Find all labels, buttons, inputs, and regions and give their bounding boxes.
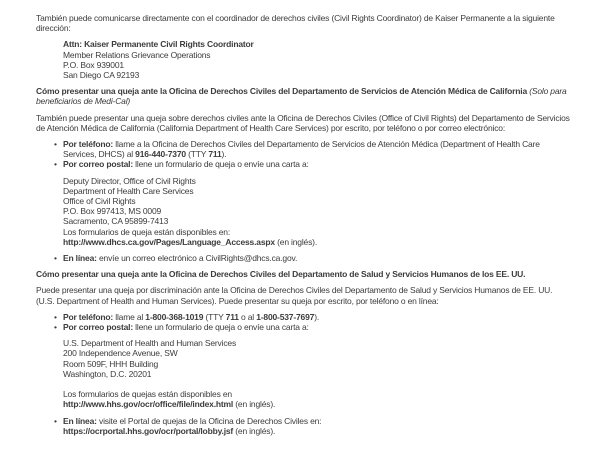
text-run: (en inglés).: [233, 425, 276, 436]
text-run: Puede presentar una queja por discriminación ante la Oficina de Derechos Civiles del Departamento de Salud y Servicios Humanos de EE. UU. (U.S. Department of Health and Human Services). Puede presentar su queja por escrito, por teléfono o en línea:: [36, 285, 553, 306]
text-run: En línea:: [63, 415, 97, 426]
address-line: [63, 176, 570, 186]
text-run: Member Relations Grievance Operations: [63, 49, 211, 60]
dhcs-section-heading: [36, 86, 570, 106]
dhcs-mailing-address: [63, 176, 570, 247]
text-run: visite el Portal de quejas de la Oficina de Derechos Civiles en:: [96, 415, 322, 426]
address-line: [63, 338, 570, 348]
url-text: CivilRights@dhcs.ca.gov: [205, 253, 295, 264]
address-line: [63, 196, 570, 206]
text-run: Cómo presentar una queja ante la Oficina de Derechos Civiles del Departamento de Servicios de Atención Médica de California: [36, 86, 530, 97]
text-run: 1-800-537-7697: [256, 311, 315, 322]
text-run: llene un formulario de queja o envíe una carta a:: [132, 322, 309, 333]
url-text: http://www.hhs.gov/ocr/office/file/index.html: [63, 399, 234, 410]
text-run: (en inglés).: [233, 399, 276, 410]
text-run: También puede comunicarse directamente con el coordinador de derechos civiles (Civil Rights Coordinator) de Kaiser Permanente a la siguiente dirección:: [36, 13, 555, 34]
address-line: [63, 369, 570, 379]
text-run: 711: [208, 149, 222, 160]
text-run: P.O. Box 997413, MS 0009: [63, 206, 162, 217]
text-run: U.S. Department of Health and Human Services: [63, 338, 237, 349]
text-run: Por teléfono:: [63, 139, 114, 150]
text-run: San Diego CA 92193: [63, 70, 140, 81]
address-line: [63, 39, 570, 49]
text-run: llene un formulario de queja o envíe una carta a:: [132, 159, 309, 170]
text-run: (en inglés).: [274, 236, 318, 247]
url-text: https://ocrportal.hhs.gov/ocr/portal/lobby.jsf: [63, 425, 234, 436]
text-run: Los formularios de quejas están disponibles en: [63, 389, 232, 400]
text-run: (TTY: [185, 149, 209, 160]
hhs-section-heading: [36, 269, 570, 279]
text-run: Cómo presentar una queja ante la Oficina de Derechos Civiles del Departamento de Salud y Servicios Humanos de los EE. UU.: [36, 269, 526, 280]
text-run: Sacramento, CA 95899-7413: [63, 216, 169, 227]
text-run: 200 Independence Avenue, SW: [63, 348, 178, 359]
address-line: [63, 348, 570, 358]
address-line: [63, 50, 570, 60]
text-run: .: [294, 253, 298, 264]
address-line: [63, 389, 570, 399]
address-line: [63, 379, 570, 389]
list-item: [63, 312, 570, 322]
dhcs-online-list: [36, 253, 570, 263]
address-line: [63, 227, 570, 237]
text-run: ).: [314, 311, 320, 322]
text-run: envíe un correo electrónico a: [96, 253, 206, 264]
text-run: llame a la Oficina de Derechos Civiles del Departamento de Servicios de Atención Médica (Department of Health Care Services, DHCS) al: [63, 139, 540, 160]
text-run: Por correo postal:: [63, 159, 133, 170]
text-run: Deputy Director, Office of Civil Rights: [63, 175, 196, 186]
intro-kaiser-paragraph: [36, 13, 570, 33]
text-run: Room 509F, HHH Building: [63, 358, 159, 369]
text-run: También puede presentar una queja sobre derechos civiles ante la Oficina de Derechos Civiles (Office of Civil Rights) del Departamento de Servicios de Atención Médica de California (California Department of Health Care Services) por escrito, por teléfono o por correo electrónico:: [36, 112, 570, 133]
text-run: Por correo postal:: [63, 322, 133, 333]
text-run: Los formularios de queja están disponibles en:: [63, 226, 231, 237]
text-run: Por teléfono:: [63, 311, 114, 322]
list-item: [63, 322, 570, 332]
list-item: [63, 139, 570, 159]
text-run: (TTY: [203, 311, 226, 322]
hhs-online-list: [36, 416, 570, 436]
hhs-contact-list: [36, 312, 570, 332]
address-line: [63, 70, 570, 80]
text-run: Washington, D.C. 20201: [63, 368, 152, 379]
text-run: llame al: [113, 311, 146, 322]
text-run: En línea:: [63, 253, 97, 264]
text-run: 711: [225, 311, 239, 322]
hhs-mailing-address: [63, 338, 570, 409]
text-run: Department of Health Care Services: [63, 185, 194, 196]
hhs-intro-paragraph: [36, 285, 570, 305]
text-run: ).: [221, 149, 227, 160]
text-run: Attn: Kaiser Permanente Civil Rights Coordinator: [63, 39, 254, 50]
address-line: [63, 399, 570, 409]
kaiser-coordinator-address: [63, 39, 570, 80]
url-text: http://www.dhcs.ca.gov/Pages/Language_Access.aspx: [63, 236, 275, 247]
text-run: Office of Civil Rights: [63, 196, 136, 207]
list-item: [63, 253, 570, 263]
list-item: [63, 159, 570, 169]
dhcs-contact-list: [36, 139, 570, 170]
text-run: (Solo para beneficiarios de Medi-Cal): [36, 86, 567, 107]
address-line: [63, 60, 570, 70]
address-line: [63, 359, 570, 369]
list-item: [63, 416, 570, 436]
dhcs-intro-paragraph: [36, 113, 570, 133]
text-run: P.O. Box 939001: [63, 59, 124, 70]
text-run: 1-800-368-1019: [145, 311, 204, 322]
address-line: [63, 237, 570, 247]
text-run: o al: [238, 311, 257, 322]
text-run: 916-440-7370: [135, 149, 186, 160]
address-line: [63, 206, 570, 216]
address-line: [63, 216, 570, 226]
address-line: [63, 186, 570, 196]
